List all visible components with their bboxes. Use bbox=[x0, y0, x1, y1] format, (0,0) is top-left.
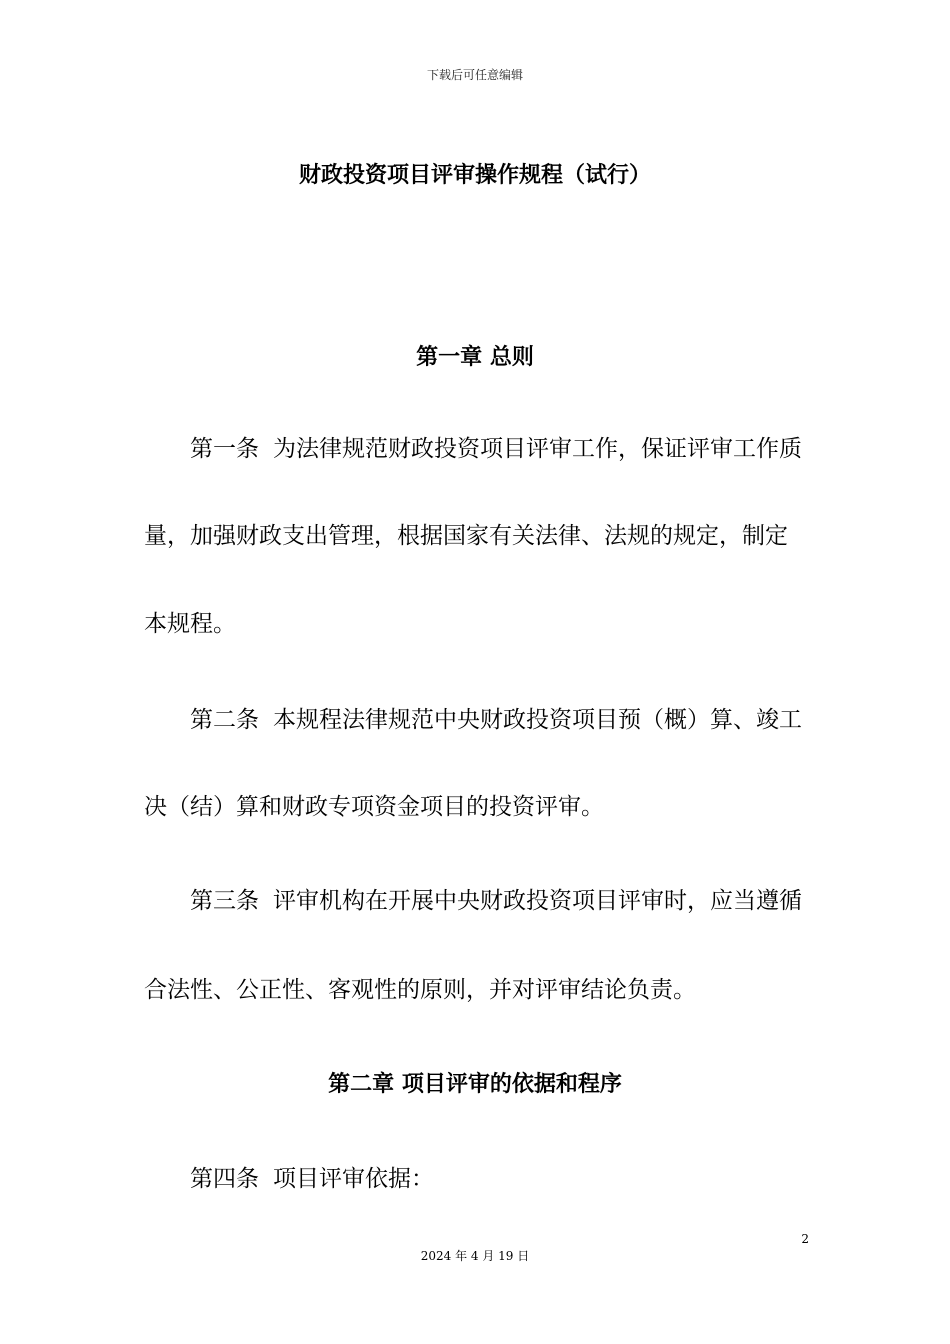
article-3-line-1 bbox=[190, 886, 802, 916]
article-3-line-2: 合法性、公正性、客观性的原则，并对评审结论负责。 bbox=[144, 977, 696, 1003]
document-title: 财政投资项目评审操作规程（试行） bbox=[298, 163, 651, 188]
article-3-text: 评审机构在开展中央财政投资项目评审时，应当遵循 bbox=[273, 888, 802, 914]
article-1-line-3: 本规程。 bbox=[144, 611, 236, 637]
article-2-text: 本规程法律规范中央财政投资项目预（概）算、竣工 bbox=[273, 707, 802, 733]
footer-date: 2024 年 4 月 19 日 bbox=[420, 1249, 530, 1263]
article-3-label: 第三条 bbox=[190, 888, 259, 914]
article-2-label: 第二条 bbox=[190, 707, 259, 733]
article-4-text: 项目评审依据： bbox=[273, 1166, 434, 1192]
article-4-line-1 bbox=[190, 1164, 434, 1194]
chapter-2-heading: 第二章 项目评审的依据和程序 bbox=[328, 1072, 622, 1097]
article-1-text: 为法律规范财政投资项目评审工作，保证评审工作质 bbox=[273, 436, 802, 462]
article-1-line-1 bbox=[190, 434, 802, 464]
page-number: 2 bbox=[801, 1232, 809, 1246]
article-2-line-2: 决（结）算和财政专项资金项目的投资评审。 bbox=[144, 794, 604, 820]
article-2-line-1 bbox=[190, 705, 802, 735]
chapter-1-heading: 第一章 总则 bbox=[416, 345, 534, 370]
header-note: 下载后可任意编辑 bbox=[426, 68, 523, 82]
article-1-label: 第一条 bbox=[190, 436, 259, 462]
article-4-label: 第四条 bbox=[190, 1166, 259, 1192]
article-1-line-2: 量，加强财政支出管理，根据国家有关法律、法规的规定，制定 bbox=[144, 523, 788, 549]
